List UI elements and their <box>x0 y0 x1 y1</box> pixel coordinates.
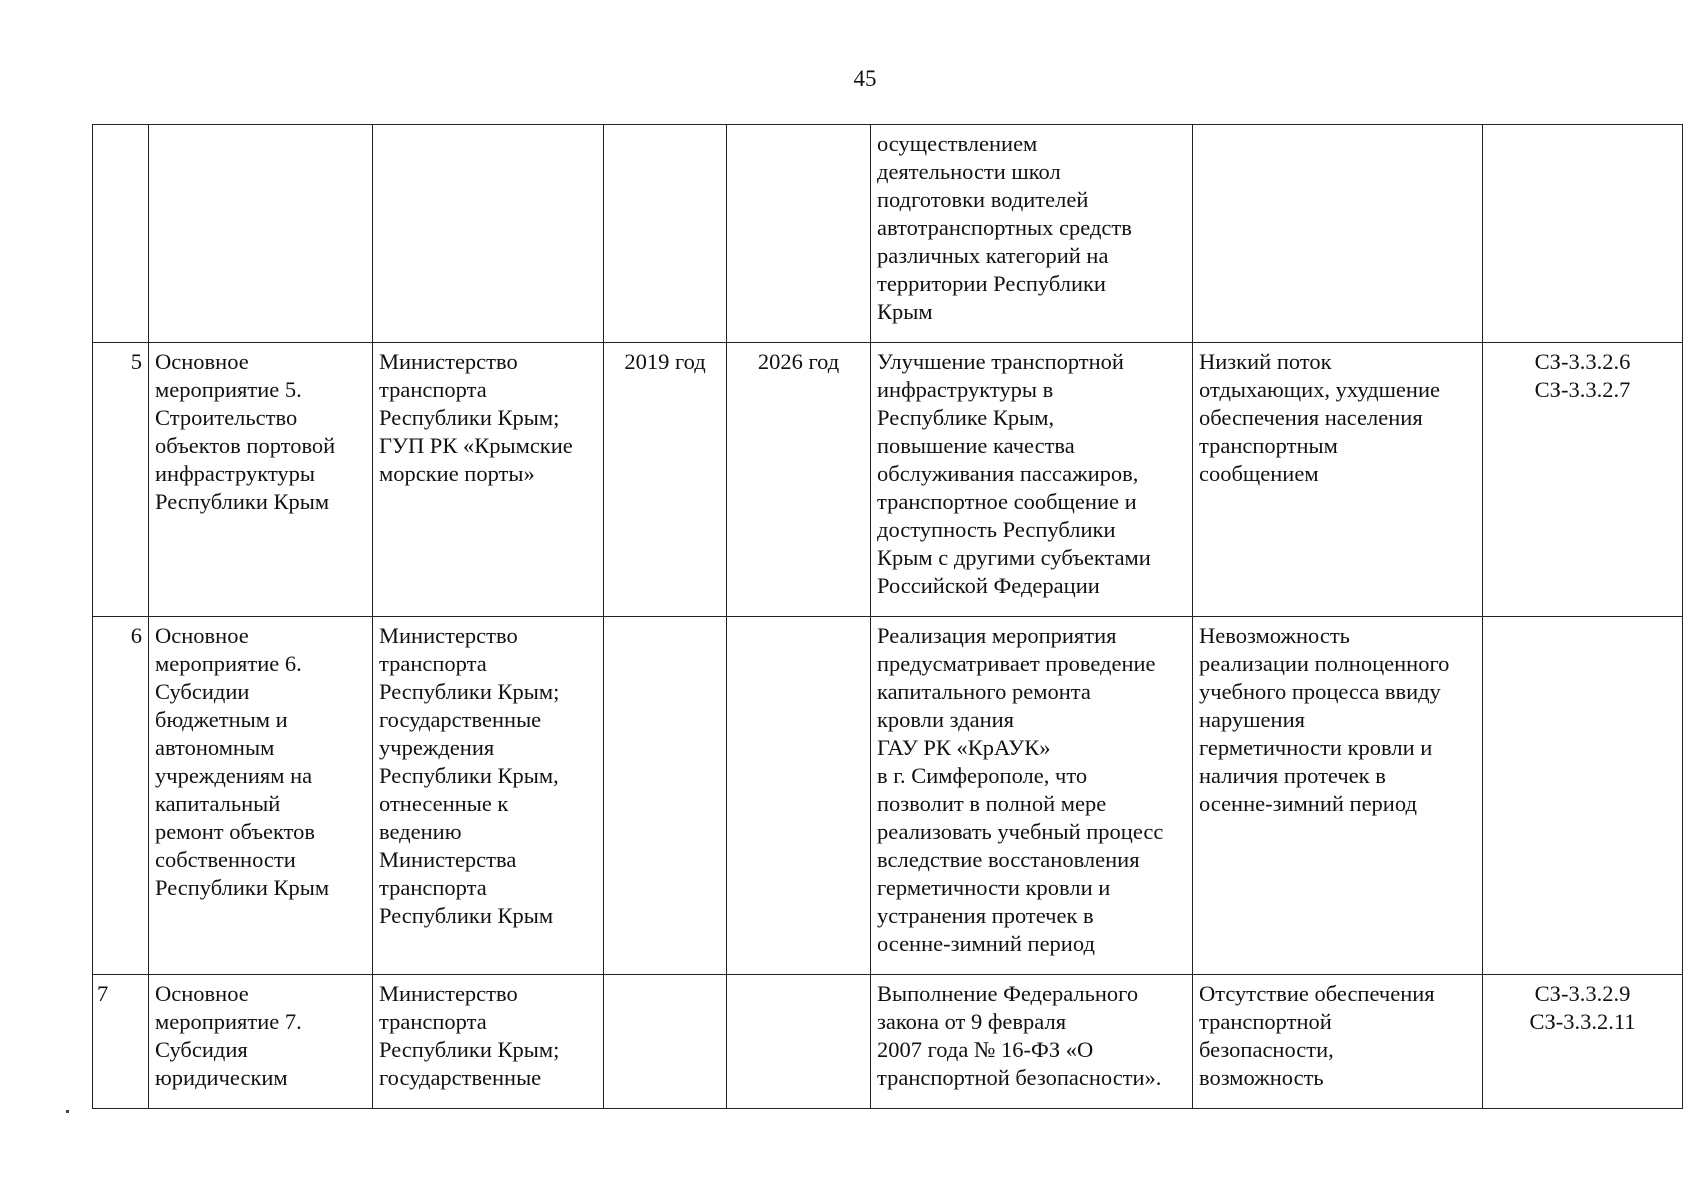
expected-result: Реализация мероприятия предусматривает проведение капитального ремонта кровли здания ГАУ РК «КрАУК» в г. Симферополе, что позволит в полной мере реализовать учебный процесс вследствие восстановления герметичности кровли и устранения протечек в осенне-зимний период <box>871 617 1193 975</box>
risk-consequences: Низкий поток отдыхающих, ухудшение обеспечения населения транспортным сообщением <box>1193 343 1483 617</box>
risk-consequences: Невозможность реализации полноценного учебного процесса ввиду нарушения герметичности кровли и наличия протечек в осенне-зимний период <box>1193 617 1483 975</box>
executor: Министерство транспорта Республики Крым; ГУП РК «Крымские морские порты» <box>373 343 604 617</box>
executor: Министерство транспорта Республики Крым; государственные учреждения Республики Крым, отнесенные к ведению Министерства транспорта Республики Крым <box>373 617 604 975</box>
scan-speck <box>66 1110 69 1113</box>
indicator-codes: СЗ-3.3.2.6 СЗ-3.3.2.7 <box>1483 343 1683 617</box>
table-row <box>93 343 1683 617</box>
expected-result: Выполнение Федерального закона от 9 февраля 2007 года № 16-ФЗ «О транспортной безопасности». <box>871 975 1193 1109</box>
expected-result: осуществлением деятельности школ подготовки водителей автотранспортных средств различных категорий на территории Республики Крым <box>871 125 1193 343</box>
row-number <box>93 125 149 343</box>
measure-name: Основное мероприятие 5. Строительство объектов портовой инфраструктуры Республики Крым <box>149 343 373 617</box>
start-year: 2019 год <box>604 343 727 617</box>
end-year <box>727 975 871 1109</box>
measure-name <box>149 125 373 343</box>
page-number: 45 <box>853 66 877 91</box>
indicator-codes <box>1483 125 1683 343</box>
risk-consequences: Отсутствие обеспечения транспортной безопасности, возможность <box>1193 975 1483 1109</box>
start-year <box>604 125 727 343</box>
measure-name: Основное мероприятие 7. Субсидия юридическим <box>149 975 373 1109</box>
end-year: 2026 год <box>727 343 871 617</box>
end-year <box>727 125 871 343</box>
table-row <box>93 617 1683 975</box>
row-number: 5 <box>93 343 149 617</box>
risk-consequences <box>1193 125 1483 343</box>
indicator-codes <box>1483 617 1683 975</box>
end-year <box>727 617 871 975</box>
measure-name: Основное мероприятие 6. Субсидии бюджетным и автономным учреждениям на капитальный ремонт объектов собственности Республики Крым <box>149 617 373 975</box>
executor: Министерство транспорта Республики Крым; государственные <box>373 975 604 1109</box>
row-number: 7 <box>93 975 149 1109</box>
row-number: 6 <box>93 617 149 975</box>
expected-result: Улучшение транспортной инфраструктуры в Республике Крым, повышение качества обслуживания пассажиров, транспортное сообщение и доступность Республики Крым с другими субъектами Российской Федерации <box>871 343 1193 617</box>
indicator-codes: СЗ-3.3.2.9 СЗ-3.3.2.11 <box>1483 975 1683 1109</box>
measures-table <box>92 124 1683 1109</box>
table-row <box>93 125 1683 343</box>
start-year <box>604 975 727 1109</box>
start-year <box>604 617 727 975</box>
executor <box>373 125 604 343</box>
table-row <box>93 975 1683 1109</box>
